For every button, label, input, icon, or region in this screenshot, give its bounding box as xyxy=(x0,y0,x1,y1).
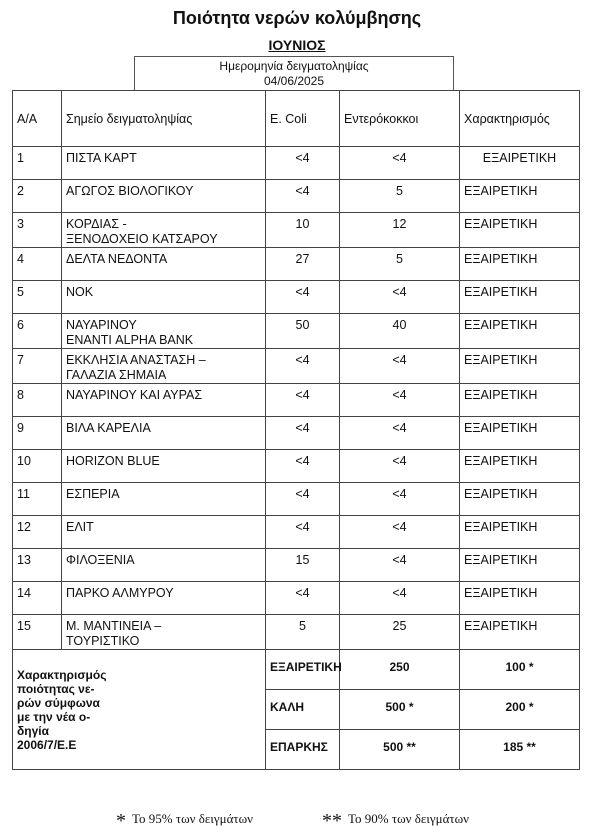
point-cell xyxy=(62,314,266,349)
enterococci-cell: <4 xyxy=(340,483,460,516)
characterization-cell: ΕΞΑΙΡΕΤΙΚΗ xyxy=(460,384,580,417)
legend-label-line: με την νέα ο- xyxy=(17,709,91,724)
table-header-row xyxy=(13,91,580,147)
table-row xyxy=(13,281,580,314)
table-row xyxy=(13,483,580,516)
characterization-cell: ΕΞΑΙΡΕΤΙΚΗ xyxy=(460,417,580,450)
characterization-cell: ΕΞΑΙΡΕΤΙΚΗ xyxy=(460,180,580,213)
header-ecoli: E. Coli xyxy=(266,91,340,147)
enterococci-cell: <4 xyxy=(340,450,460,483)
characterization-cell: ΕΞΑΙΡΕΤΙΚΗ xyxy=(460,549,580,582)
legend-label-line: δηγία xyxy=(17,723,49,738)
aa-cell: 4 xyxy=(13,248,62,281)
aa-cell: 13 xyxy=(13,549,62,582)
legend-label xyxy=(13,650,266,770)
legend-label-line: 2006/7/Ε.Ε xyxy=(17,737,77,752)
aa-cell: 12 xyxy=(13,516,62,549)
table-row xyxy=(13,248,580,281)
enterococci-cell: <4 xyxy=(340,549,460,582)
point-line: ΕΛΙΤ xyxy=(66,520,94,534)
legend-label-line: ποιότητας νε- xyxy=(17,681,95,696)
table-row xyxy=(13,549,580,582)
point-cell xyxy=(62,417,266,450)
point-cell xyxy=(62,483,266,516)
aa-cell: 10 xyxy=(13,450,62,483)
characterization-cell: ΕΞΑΙΡΕΤΙΚΗ xyxy=(460,314,580,349)
point-line: ΞΕΝΟΔΟΧΕΙΟ ΚΑΤΣΑΡΟΥ xyxy=(66,232,218,246)
point-line: ΠΙΣΤΑ ΚΑΡΤ xyxy=(66,151,137,165)
point-cell xyxy=(62,147,266,180)
ecoli-cell: 5 xyxy=(266,615,340,650)
enterococci-cell: <4 xyxy=(340,582,460,615)
footnote-text: Το 90% των δειγμάτων xyxy=(348,811,470,826)
header-characterization: Χαρακτηρισμός xyxy=(460,91,580,147)
point-line: ΕΝΑΝΤΙ ALPHA BANK xyxy=(66,333,194,347)
aa-cell: 7 xyxy=(13,349,62,384)
aa-cell: 14 xyxy=(13,582,62,615)
aa-cell: 9 xyxy=(13,417,62,450)
characterization-cell: ΕΞΑΙΡΕΤΙΚΗ xyxy=(460,483,580,516)
ecoli-cell: 10 xyxy=(266,213,340,248)
table-row xyxy=(13,516,580,549)
ecoli-cell: <4 xyxy=(266,483,340,516)
aa-cell: 3 xyxy=(13,213,62,248)
point-cell xyxy=(62,248,266,281)
footnote-text: Το 95% των δειγμάτων xyxy=(132,811,254,826)
characterization-cell: ΕΞΑΙΡΕΤΙΚΗ xyxy=(460,450,580,483)
point-cell xyxy=(62,615,266,650)
header-aa: Α/Α xyxy=(13,91,62,147)
aa-cell: 2 xyxy=(13,180,62,213)
sampling-date-label: Ημερομηνία δειγματοληψίας xyxy=(219,59,369,73)
ecoli-cell: <4 xyxy=(266,349,340,384)
footnote-90 xyxy=(322,806,470,832)
enterococci-cell: <4 xyxy=(340,384,460,417)
sampling-date-value: 04/06/2025 xyxy=(263,74,325,88)
enterococci-cell: 25 xyxy=(340,615,460,650)
enterococci-cell: <4 xyxy=(340,417,460,450)
aa-cell: 5 xyxy=(13,281,62,314)
characterization-cell: ΕΞΑΙΡΕΤΙΚΗ xyxy=(460,147,580,180)
legend-ecoli: 250 xyxy=(340,650,460,690)
point-line: HORIZON BLUE xyxy=(66,454,160,468)
enterococci-cell: <4 xyxy=(340,516,460,549)
point-line: Μ. ΜΑΝΤΙΝΕΙΑ – xyxy=(66,619,162,633)
point-line: ΝΑΥΑΡΙΝΟΥ ΚΑΙ ΑΥΡΑΣ xyxy=(66,388,203,402)
point-cell xyxy=(62,349,266,384)
characterization-cell: ΕΞΑΙΡΕΤΙΚΗ xyxy=(460,615,580,650)
aa-cell: 11 xyxy=(13,483,62,516)
legend-row xyxy=(13,650,580,690)
ecoli-cell: <4 xyxy=(266,516,340,549)
point-cell xyxy=(62,450,266,483)
enterococci-cell: <4 xyxy=(340,349,460,384)
point-cell xyxy=(62,582,266,615)
ecoli-cell: <4 xyxy=(266,582,340,615)
table-row xyxy=(13,450,580,483)
legend-name: ΚΑΛΗ xyxy=(266,690,340,730)
table-row xyxy=(13,314,580,349)
enterococci-cell: 5 xyxy=(340,180,460,213)
point-line: ΠΑΡΚΟ ΑΛΜΥΡΟΥ xyxy=(66,586,174,600)
header-enterococci: Εντερόκοκκοι xyxy=(340,91,460,147)
aa-cell: 6 xyxy=(13,314,62,349)
header-point: Σημείο δειγματοληψίας xyxy=(62,91,266,147)
table-row xyxy=(13,349,580,384)
point-line: ΒΙΛΑ ΚΑΡΕΛΙΑ xyxy=(66,421,151,435)
legend-ecoli: 500 ** xyxy=(340,730,460,770)
point-line: ΤΟΥΡΙΣΤΙΚΟ xyxy=(66,634,140,648)
legend-enterococci: 200 * xyxy=(460,690,580,730)
characterization-cell: ΕΞΑΙΡΕΤΙΚΗ xyxy=(460,248,580,281)
table-row xyxy=(13,384,580,417)
table-row xyxy=(13,213,580,248)
table-row xyxy=(13,180,580,213)
point-cell xyxy=(62,281,266,314)
point-line: ΑΓΩΓΟΣ ΒΙΟΛΟΓΙΚΟΥ xyxy=(66,184,194,198)
month-heading: ΙΟΥΝΙΟΣ xyxy=(268,37,326,53)
legend-label-line: ρών σύμφωνα xyxy=(17,695,100,710)
point-line: ΕΣΠΕΡΙΑ xyxy=(66,487,120,501)
results-table xyxy=(12,90,580,770)
ecoli-cell: 27 xyxy=(266,248,340,281)
enterococci-cell: 5 xyxy=(340,248,460,281)
legend-enterococci: 185 ** xyxy=(460,730,580,770)
point-line: ΕΚΚΛΗΣΙΑ ΑΝΑΣΤΑΣΗ – xyxy=(66,353,206,367)
characterization-cell: ΕΞΑΙΡΕΤΙΚΗ xyxy=(460,582,580,615)
ecoli-cell: 50 xyxy=(266,314,340,349)
characterization-cell: ΕΞΑΙΡΕΤΙΚΗ xyxy=(460,516,580,549)
characterization-cell: ΕΞΑΙΡΕΤΙΚΗ xyxy=(460,349,580,384)
ecoli-cell: <4 xyxy=(266,417,340,450)
footnote-star: * xyxy=(116,810,126,832)
ecoli-cell: 15 xyxy=(266,549,340,582)
enterococci-cell: <4 xyxy=(340,281,460,314)
legend-name: ΕΠΑΡΚΗΣ xyxy=(266,730,340,770)
legend-name: ΕΞΑΙΡΕΤΙΚΗ xyxy=(266,650,340,690)
point-cell xyxy=(62,180,266,213)
aa-cell: 15 xyxy=(13,615,62,650)
sampling-date-box xyxy=(134,56,454,90)
page-title: Ποιότητα νερών κολύμβησης xyxy=(172,8,422,28)
point-cell xyxy=(62,549,266,582)
footnote-95 xyxy=(116,806,254,832)
legend-label-line: Χαρακτηρισμός xyxy=(17,667,107,682)
enterococci-cell: 40 xyxy=(340,314,460,349)
point-line: ΝΟΚ xyxy=(66,285,94,299)
legend-ecoli: 500 * xyxy=(340,690,460,730)
ecoli-cell: <4 xyxy=(266,384,340,417)
point-line: ΦΙΛΟΞΕΝΙΑ xyxy=(66,553,135,567)
ecoli-cell: <4 xyxy=(266,281,340,314)
table-row xyxy=(13,582,580,615)
characterization-cell: ΕΞΑΙΡΕΤΙΚΗ xyxy=(460,281,580,314)
table-row xyxy=(13,417,580,450)
ecoli-cell: <4 xyxy=(266,147,340,180)
ecoli-cell: <4 xyxy=(266,180,340,213)
point-line: ΔΕΛΤΑ ΝΕΔΟΝΤΑ xyxy=(66,252,168,266)
footnote-star: ** xyxy=(322,810,342,832)
table-row xyxy=(13,147,580,180)
point-line: ΝΑΥΑΡΙΝΟΥ xyxy=(66,318,137,332)
enterococci-cell: <4 xyxy=(340,147,460,180)
aa-cell: 1 xyxy=(13,147,62,180)
ecoli-cell: <4 xyxy=(266,450,340,483)
point-line: ΓΑΛΑΖΙΑ ΣΗΜΑΙΑ xyxy=(66,368,167,382)
point-cell xyxy=(62,213,266,248)
enterococci-cell: 12 xyxy=(340,213,460,248)
legend-enterococci: 100 * xyxy=(460,650,580,690)
point-cell xyxy=(62,516,266,549)
table-row xyxy=(13,615,580,650)
point-cell xyxy=(62,384,266,417)
aa-cell: 8 xyxy=(13,384,62,417)
point-line: ΚΟΡΔΙΑΣ - xyxy=(66,217,127,231)
characterization-cell: ΕΞΑΙΡΕΤΙΚΗ xyxy=(460,213,580,248)
